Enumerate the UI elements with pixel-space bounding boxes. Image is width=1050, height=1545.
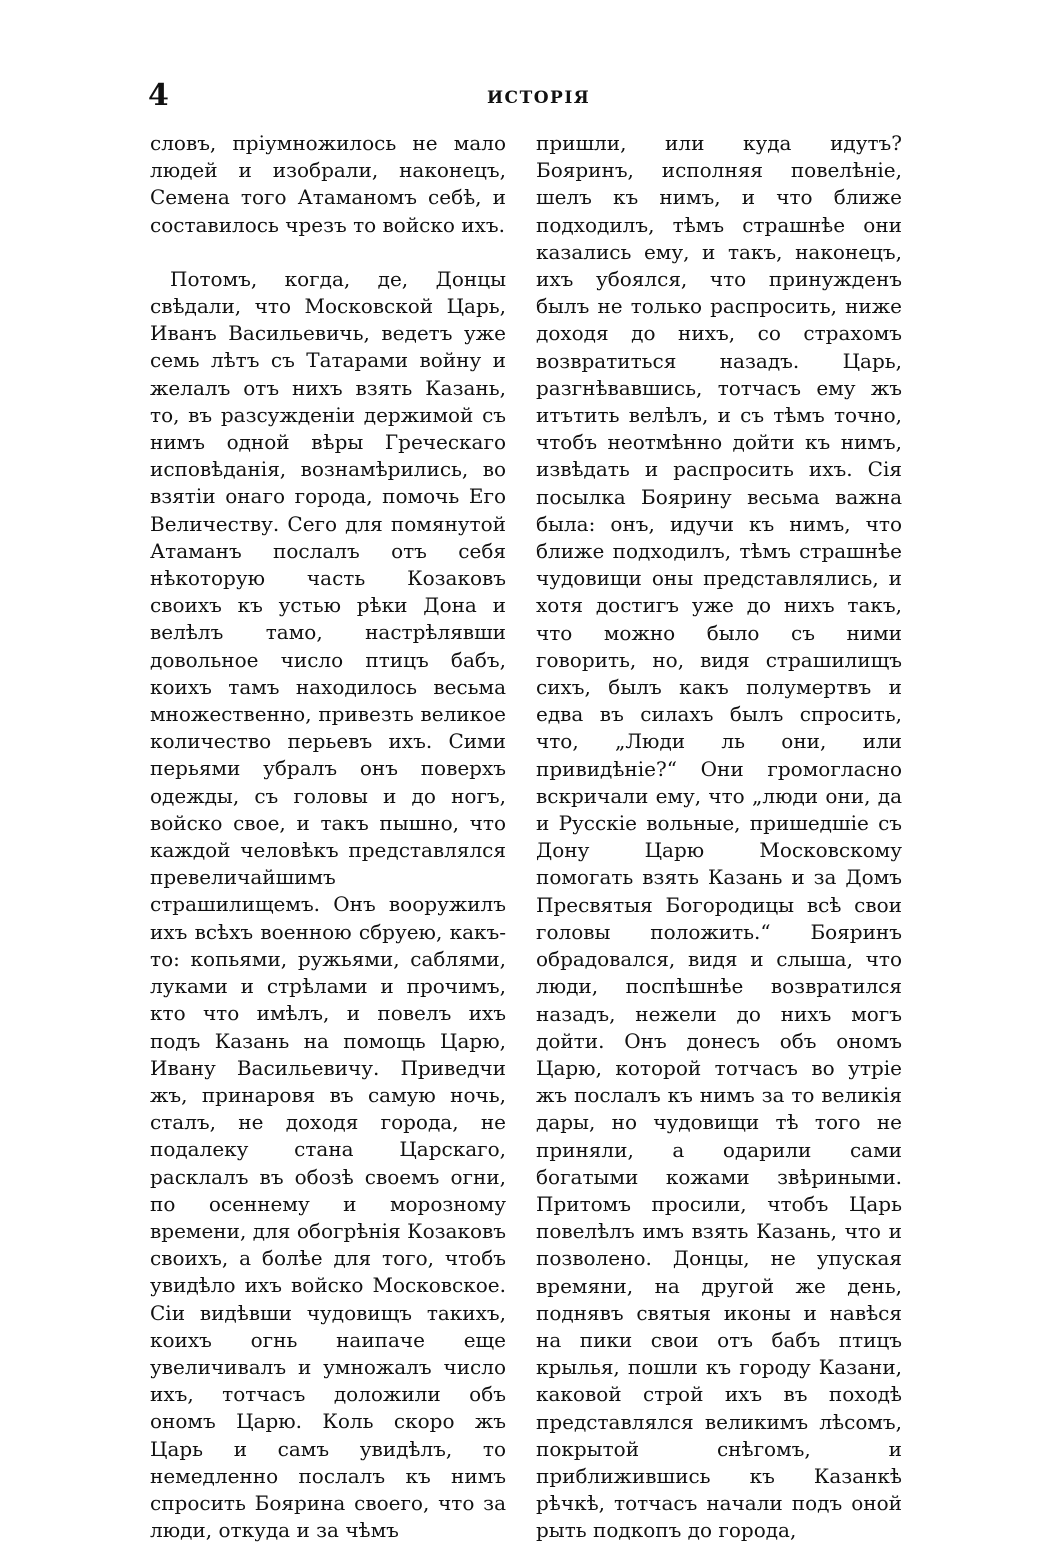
right-paragraph-1: пришли, или куда идутъ? Бояринъ, исполняя повелѣніе, шелъ къ нимъ, и что ближе подходилъ, тѣмъ страшнѣе они казались ему, и такъ, наконецъ, ихъ убоялся, что принужденъ былъ не только распросить, ниже доходя до нихъ, со страхомъ возвратиться назадъ. Царь, разгнѣвавшись, тотчасъ ему жъ итътить велѣлъ, и съ тѣмъ точно, чтобъ неотмѣнно дойти къ нимъ, извѣдать и распросить ихъ. Сія посылка Боярину весьма важна была: онъ, идучи къ нимъ, что ближе подходилъ, тѣмъ страшнѣе чудовищи оны представлялись, и хотя достигъ уже до нихъ такъ, что можно было съ ними говорить, но, видя страшилищъ сихъ, былъ какъ полумертвъ и едва въ силахъ былъ спросить, что, „Люди ль они, или привидѣніе?“ Они громогласно вскричали ему, что „люди они, да и Русскіе вольные, пришедшіе съ Дону Царю Московскому помогать взять Казань и за Домъ Пресвятыя Богородицы всѣ свои головы положить.“ Бояринъ обрадовался, видя и слыша, что люди, поспѣшнѣе возвратился назадъ, нежели до нихъ могъ дойти. Онъ донесъ объ ономъ Царю, которой тотчасъ во утріе жъ послалъ къ нимъ за то великія дары, но чудовищи тѣ того не приняли, а одарили сами богатыми кожами звѣриными. Притомъ просили, чтобъ Царь повелѣлъ имъ взять Казань, что и позволено. Донцы, не упуская времяни, на другой же день, поднявъ святыя иконы и навѣся на пики свои отъ бабъ птицъ крылья, пошли къ городу Казани, каковой строй ихъ въ походѣ представлялся великимъ лѣсомъ, покрытой снѣгомъ, и приближившись къ Казанкѣ рѣчкѣ, тотчасъ начали подъ оной рыть подкопъ до города, bbox=[536, 131, 902, 1543]
left-paragraph-1: словъ, пріумножилось не мало людей и изобрали, наконецъ, Семена того Атаманомъ себѣ, и составилось чрезъ то войско ихъ. bbox=[150, 131, 506, 237]
left-paragraph-2: Потомъ, когда, де, Донцы свѣдали, что Московской Царь, Иванъ Васильевичь, ведетъ уже семь лѣтъ съ Татарами войну и желалъ отъ нихъ взять Казань, то, въ разсужденіи держимой съ нимъ одной вѣры Греческаго исповѣданія, вознамѣрились, во взятіи онаго города, помочь Его Величеству. Сего для помянутой Атаманъ послалъ отъ себя нѣкоторую часть Козаковъ своихъ къ устью рѣки Дона и велѣлъ тамо, настрѣлявши довольное число птицъ бабъ, коихъ тамъ находилось весьма множественно, привезть великое количество перьевъ ихъ. Сими перьями убралъ онъ поверхъ одежды, съ головы и до ногъ, войско свое, и такъ пышно, что каждой человѣкъ представлялся превеличайшимъ страшилищемъ. Онъ вооружилъ ихъ всѣхъ военною сбруею, какъ-то: копьями, ружьями, саблями, луками и стрѣлами и прочимъ, кто что имѣлъ, и повелъ ихъ подъ Казань на помощь Царю, Ивану Васильевичу. Приведчи жъ, принаровя въ самую ночь, сталъ, не доходя города, не подалеку стана Царскаго, расклалъ въ обозѣ своемъ огни, по осеннему и морозному времени, для обогрѣнія Козаковъ своихъ, а болѣе для того, чтобъ увидѣло ихъ войско Московское. Сіи видѣвши чудовищъ такихъ, коихъ огнь наипаче еще увеличивалъ и умножалъ число ихъ, тотчасъ доложили объ ономъ Царю. Коль скоро жъ Царь и самъ увидѣлъ, то немедленно послалъ къ нимъ спросить Боярина своего, что за люди, откуда и за чѣмъ bbox=[150, 266, 506, 1543]
running-title: ИСТОРІЯ bbox=[487, 88, 591, 108]
page-number: 4 bbox=[148, 78, 169, 113]
right-text-column bbox=[536, 130, 902, 1545]
left-text-column bbox=[150, 130, 506, 1544]
